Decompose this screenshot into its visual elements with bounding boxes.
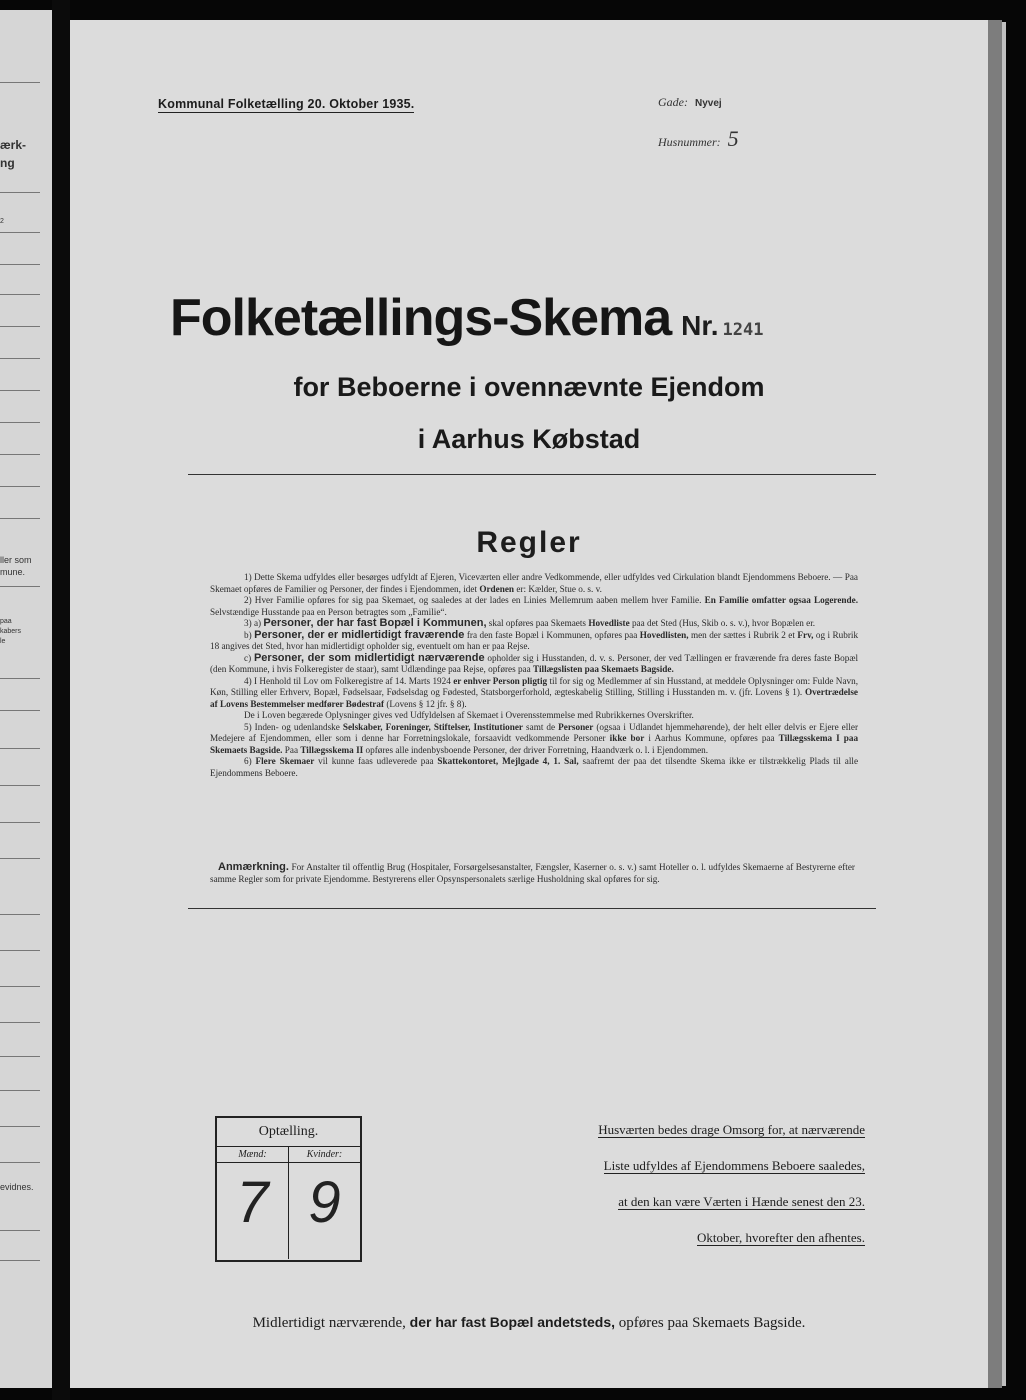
ruled-line (0, 785, 40, 786)
ruled-line (0, 914, 40, 915)
left-page-fragment: evidnes. (0, 1182, 34, 1192)
ruled-line (0, 1090, 40, 1091)
street-label: Gade: (658, 95, 688, 109)
street-field (658, 95, 722, 110)
ruled-line (0, 586, 40, 587)
rule-5: 5) Inden- og udenlandske Selskaber, Foreninger, Stiftelser, Institutioner samt de Personer (ogsaa i Udlandet hjemmehørende), der helt eller delvis er Ejere eller Medejere af Ejendommen, eller som i denne har Forretningslokale, forsaavidt vedkommende Personer ikke bor i Aarhus Kommune, opføres paa Tillægsskema I paa Skemaets Bagside. Paa Tillægsskema II opføres alle indenbysboende Personer, der driver Forretning, Haandværk o. l. i Ejendommen. (210, 721, 859, 755)
ruled-line (0, 1126, 40, 1127)
ruled-line (0, 192, 40, 193)
census-form-page (70, 20, 988, 1388)
tally-women-label: Kvinder: (289, 1147, 360, 1163)
instruction-line: Oktober, hvorefter den afhentes. (696, 1230, 865, 1245)
ruled-line (0, 232, 40, 233)
rule-4b: De i Loven begærede Oplysninger gives ved Udfyldelsen af Skemaet i Overensstemmelse med Rubrikkernes Overskrifter. (244, 710, 694, 720)
ruled-line (0, 986, 40, 987)
book-edge-highlight (1002, 22, 1006, 1386)
rule-4: 4) I Henhold til Lov om Folkeregistre af 14. Marts 1924 er enhver Person pligtig til for sig og Medlemmer af sin Husstand, at meddele Oplysninger om: Fulde Navn, Køn, Stilling eller Erhverv, Bopæl, Fødselsaar, Fødselsdag og Fødested, Statsborgerforhold, ægteskabelig Stilling, Stilling i Husstanden m. v. (jfr. Lovens § 1). Overtrædelse af Lovens Bestemmelser medfører Bødestraf (Lovens § 12 jfr. § 8). (210, 675, 859, 709)
ruled-line (0, 1162, 40, 1163)
rules-text (210, 572, 858, 779)
ruled-line (0, 710, 40, 711)
book-edge (988, 20, 1002, 1388)
ruled-line (0, 422, 40, 423)
ruled-line (0, 518, 40, 519)
rule-3b: b) Personer, der er midlertidigt fraværende fra den faste Bopæl i Kommunen, opføres paa Hovedlisten, men der sættes i Rubrik 2 et Frv, og i Rubrik 18 angives det Sted, hvor han midlertidigt opholder sig, eventuelt om han er paa Rejse. (210, 628, 859, 651)
tally-women-column (288, 1147, 360, 1259)
divider (188, 474, 876, 475)
ruled-line (0, 1230, 40, 1231)
annotation-text: For Anstalter til offentlig Brug (Hospitaler, Forsørgelsesanstalter, Fængsler, Kaserner o. s. v.) samt Hoteller o. l. udfyldes Skemaerne af Bestyrerne efter samme Regler som for private Ejendomme. Bestyrerens eller Opsynspersonalets særlige Husholdning skal opføres for sig. (210, 862, 855, 884)
form-subtitle-2: i Aarhus Købstad (417, 424, 641, 454)
ruled-line (0, 390, 40, 391)
tally-women-value: 9 (308, 1170, 341, 1235)
left-page-fragment: le (0, 638, 6, 645)
rule-3a: 3) a) Personer, der har fast Bopæl i Kommunen, skal opføres paa Skemaets Hovedliste paa det Sted (Hus, Skib o. s. v.), hvor Bopælen er. (244, 617, 816, 629)
house-number-value: 5 (727, 126, 739, 151)
census-header: Kommunal Folketælling 20. Oktober 1935. (158, 97, 415, 111)
ruled-line (0, 486, 40, 487)
ruled-line (0, 1056, 40, 1057)
left-page-fragment: ller som (0, 555, 32, 565)
form-title-main: Folketællings-Skema (170, 289, 672, 347)
ruled-line (0, 1260, 40, 1261)
tally-title: Optælling. (217, 1118, 360, 1147)
ruled-line (0, 294, 40, 295)
book-gutter (52, 0, 70, 1400)
ruled-line (0, 748, 40, 749)
rule-1: 1) Dette Skema udfyldes eller besørges udfyldt af Ejeren, Viceværten eller andre Vedkommende, eller udfyldes ved Cirkulation blandt Ejendommens Beboere. — Paa Skemaet opføres de Familier og Personer, der findes i Ejendommen, idet Ordenen er: Kælder, Stue o. s. v. (210, 572, 858, 594)
annotation-label: Anmærkning. (218, 861, 289, 873)
ruled-line (0, 358, 40, 359)
rule-6: 6) Flere Skemaer vil kunne faas udleverede paa Skattekontoret, Mejlgade 4, 1. Sal, saafremt der paa det tilsendte Skema ikke er tilstrækkelig Plads til alle Ejendommens Beboere. (210, 756, 859, 778)
rule-3c: c) Personer, der som midlertidigt nærværende opholder sig i Husstanden, d. v. s. Personer, der ved Tællingen er fraværende fra deres faste Bopæl (den Kommune, i hvis Folkeregister de staar), samt Udlændinge paa Rejse, opføres paa Tillægslisten paa Skemaets Bagside. (210, 651, 859, 674)
rule-2: 2) Hver Familie opføres for sig paa Skemaet, og saaledes at der lades en Linies Mellemrum aaben mellem hver Familie. En Familie omfatter ogsaa Logerende. Selvstændige Husstande paa en Person betragtes som „Familie“. (210, 595, 858, 617)
left-page-fragment: ng (0, 156, 15, 170)
ruled-line (0, 264, 40, 265)
ruled-line (0, 454, 40, 455)
left-page-fragment: 2 (0, 218, 4, 225)
ruled-line (0, 326, 40, 327)
left-page-fragment: ærk- (0, 138, 27, 152)
form-title (170, 288, 890, 348)
form-subtitle-1: for Beboerne i ovennævnte Ejendom (293, 372, 765, 402)
left-page-fragment: mune. (0, 567, 26, 577)
footer-note: Midlertidigt nærværende, der har fast Bopæl andetsteds, opføres paa Skemaets Bagside. (252, 1314, 806, 1331)
form-number-value: 1241 (722, 320, 764, 340)
annotation-note (210, 862, 855, 885)
instruction-line: at den kan være Værten i Hænde senest den 23. (618, 1194, 865, 1209)
ruled-line (0, 82, 40, 83)
ruled-line (0, 822, 40, 823)
instruction-line: Liste udfyldes af Ejendommens Beboere saaledes, (603, 1158, 865, 1173)
house-number-label: Husnummer: (658, 135, 721, 149)
landlord-instruction (515, 1118, 865, 1262)
tally-box (215, 1116, 362, 1262)
left-facing-page (0, 10, 55, 1388)
rules-heading: Regler (476, 526, 582, 559)
tally-men-value: 7 (236, 1170, 269, 1235)
ruled-line (0, 858, 40, 859)
ruled-line (0, 1022, 40, 1023)
street-value: Nyvej (695, 98, 722, 109)
instruction-line: Husværten bedes drage Omsorg for, at nærværende (598, 1122, 865, 1137)
form-number-label: Nr. (681, 310, 719, 341)
ruled-line (0, 678, 40, 679)
ruled-line (0, 950, 40, 951)
left-page-fragment: paa (0, 618, 12, 625)
divider (188, 908, 876, 909)
house-number-field (658, 126, 739, 152)
tally-men-column (217, 1147, 288, 1259)
left-page-fragment: kabers (0, 628, 22, 635)
tally-men-label: Mænd: (217, 1147, 288, 1163)
